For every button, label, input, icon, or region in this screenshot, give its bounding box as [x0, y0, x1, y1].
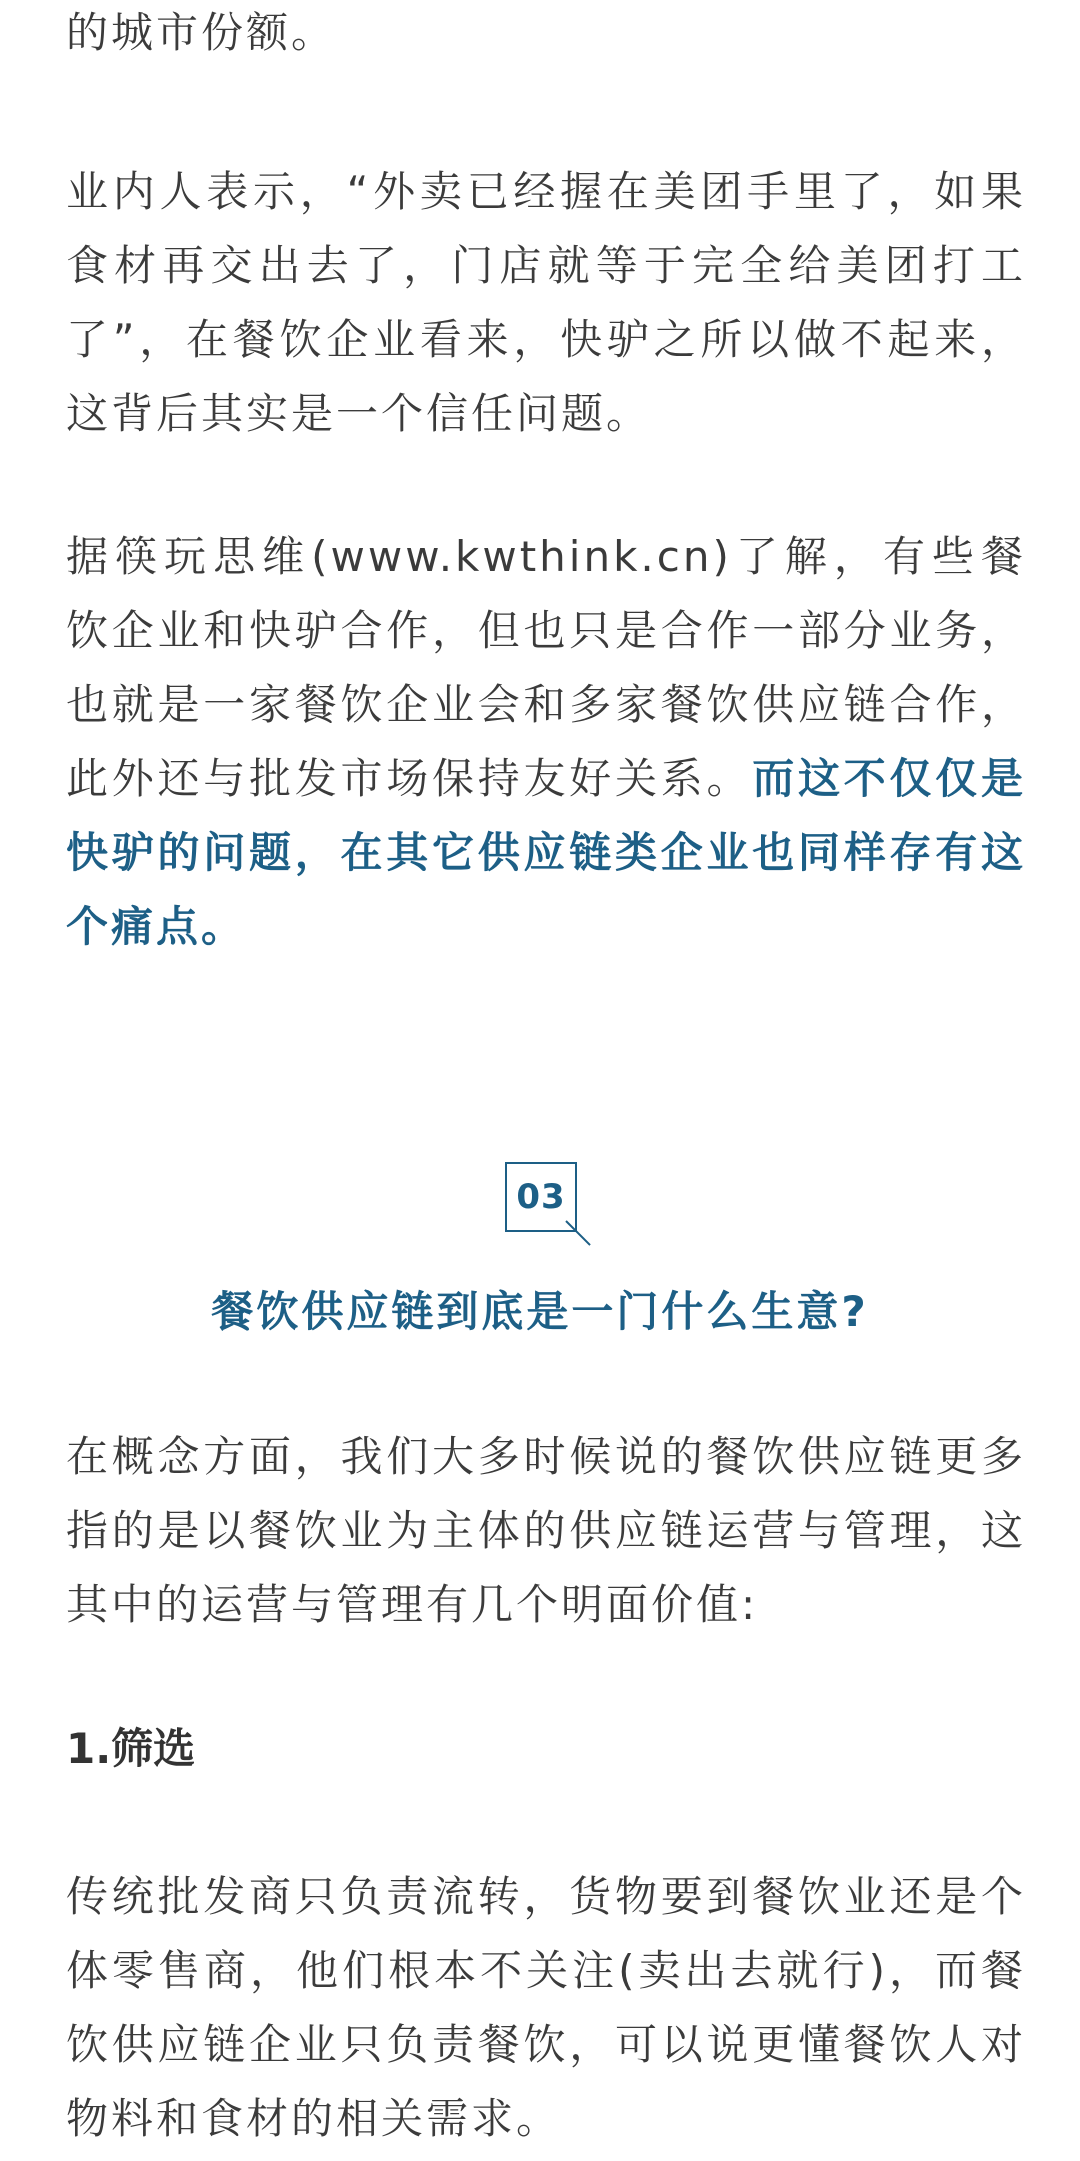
paragraph: 的城市份额。: [66, 8, 337, 57]
highlighted-text: 而这不仅仅是快驴的问题，在其它供应链类企业也同样存有这个痛点。: [66, 754, 1026, 951]
section-title: 餐饮供应链到底是一门什么生意?: [211, 1287, 869, 1336]
section-number: 03: [505, 1162, 577, 1232]
paragraph-with-highlight: [66, 520, 1026, 964]
paragraph: 传统批发商只负责流转，货物要到餐饮业还是个体零售商，他们根本不关注(卖出去就行)，而餐饮供应链企业只负责餐饮，可以说更懂餐饮人对物料和食材的相关需求。: [66, 1872, 1026, 2143]
subheading: 1.筛选: [66, 1724, 196, 1773]
paragraph: 在概念方面，我们大多时候说的餐饮供应链更多指的是以餐饮业为主体的供应链运营与管理，这其中的运营与管理有几个明面价值:: [66, 1432, 1026, 1629]
paragraph-text: 据筷玩思维(www.kwthink.cn)了解，有些餐饮企业和快驴合作，但也只是合作一部分业务，也就是一家餐饮企业会和多家餐饮供应链合作，此外还与批发市场保持友好关系。: [66, 532, 1026, 803]
paragraph: 业内人表示，“外卖已经握在美团手里了，如果食材再交出去了，门店就等于完全给美团打工了”，在餐饮企业看来，快驴之所以做不起来，这背后其实是一个信任问题。: [66, 167, 1026, 438]
section-number-badge: [0, 1162, 1080, 1242]
badge-corner-line: [565, 1220, 590, 1245]
